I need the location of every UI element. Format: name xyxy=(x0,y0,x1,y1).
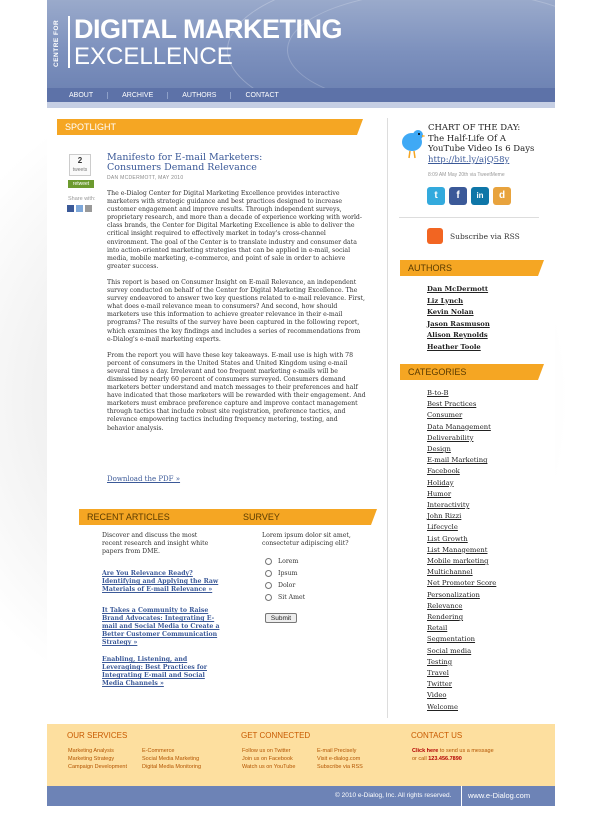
cotd-link[interactable]: http://bit.ly/ajQ58y xyxy=(428,154,510,165)
share-label: Share with: xyxy=(68,196,96,202)
survey-option[interactable] xyxy=(265,582,295,589)
survey-option[interactable] xyxy=(265,558,298,565)
survey-option[interactable] xyxy=(265,570,297,577)
nav-archive[interactable]: ARCHIVE xyxy=(107,92,167,99)
main-nav xyxy=(47,88,555,102)
article-body xyxy=(107,190,367,441)
category-link[interactable]: E-mail Marketing xyxy=(427,456,488,465)
column-divider xyxy=(387,118,388,718)
recent-articles-heading: RECENT ARTICLES xyxy=(79,509,237,525)
category-link[interactable]: Twitter xyxy=(427,680,453,689)
divider xyxy=(399,217,539,218)
survey-option[interactable] xyxy=(265,594,305,601)
nav-underbar xyxy=(47,102,555,108)
category-link[interactable]: Testing xyxy=(427,657,453,666)
category-link[interactable]: John Rizzi xyxy=(427,512,462,521)
article-paragraph: The e-Dialog Center for Digital Marketing Excellence provides interactive marketers with strategic guidance and best practices designed to increase customer engagement and improve results. Through independent surveys, proprietary research, and more than a decade of experience working with world-class brands, the Center for Digital Marketing Excellence is able to deliver the critical insight required to effectively market in today's cross-channel environment. The goal of the Center is to translate industry and consumer data into action-oriented marketing strategies that can be applied in e-mail, social media, mobile marketing, e-commerce, and point of sale in order to achieve greater success. xyxy=(107,190,362,270)
category-link[interactable]: Net Promoter Score xyxy=(427,579,497,588)
category-link[interactable]: Segmentation xyxy=(427,635,476,644)
radio-button[interactable] xyxy=(265,582,272,589)
category-link[interactable]: Deliverability xyxy=(427,433,474,442)
download-pdf-link[interactable]: Download the PDF » xyxy=(107,475,181,483)
contact-text-rest: to send us a message xyxy=(438,748,494,754)
category-link[interactable]: Welcome xyxy=(427,702,458,711)
contact-click-link[interactable]: Click here xyxy=(412,748,439,754)
category-link[interactable]: Mobile marketing xyxy=(427,557,489,565)
nav-authors[interactable]: AUTHORS xyxy=(167,92,230,99)
author-link[interactable]: Dan McDermott xyxy=(427,285,489,293)
copyright-bar xyxy=(47,786,555,806)
category-link[interactable]: Facebook xyxy=(427,467,460,476)
categories-heading: CATEGORIES xyxy=(400,364,538,380)
footer-link[interactable]: Marketing Analysis xyxy=(68,748,114,754)
radio-button[interactable] xyxy=(265,570,272,577)
nav-contact[interactable]: CONTACT xyxy=(230,92,292,99)
survey-option-label: Sit Amet xyxy=(278,594,306,601)
twitter-bird-icon xyxy=(399,126,425,160)
logo-title[interactable]: DIGITAL MARKETING xyxy=(74,14,342,44)
category-link[interactable]: Personalization xyxy=(427,590,480,599)
category-link[interactable]: Consumer xyxy=(427,411,463,420)
category-link[interactable]: B-to-B xyxy=(427,389,449,397)
survey-option-label: Lorem xyxy=(278,558,299,565)
footer-link[interactable]: Digital Media Monitoring xyxy=(142,764,201,770)
radio-button[interactable] xyxy=(265,558,272,565)
cotd-line: YouTube Video Is 6 Days xyxy=(428,144,535,154)
article-title[interactable]: Manifesto for E-mail Marketers: Consumers Demand Relevance xyxy=(107,152,263,173)
footer-link[interactable]: Join us on Facebook xyxy=(242,756,293,762)
article-paragraph: This report is based on Consumer Insight on E-mail Relevance, an independent survey conducted on behalf of the Center for Digital Marketing Excellence. The survey endeavored to answer two key questions related to e-mail relevance. First, what does e-mail relevance mean to consumers? And second, how should marketers use this information to achieve greater relevance in their e-mail programs? The results of the survey have been captured in the following report, which examines the key findings and includes a series of recommendations from e-Dialog's e-mail marketing experts. xyxy=(107,278,365,343)
footer-link[interactable]: E-Commerce xyxy=(142,748,175,754)
site-header xyxy=(47,0,555,88)
survey-submit-button[interactable]: Submit xyxy=(265,613,297,623)
category-link[interactable]: Holiday xyxy=(427,478,454,487)
tweet-label: tweets xyxy=(72,167,88,173)
linkedin-icon[interactable]: in xyxy=(471,187,489,205)
twitter-icon[interactable]: t xyxy=(427,187,445,205)
author-link[interactable]: Jason Rasmuson xyxy=(427,319,490,328)
author-link[interactable]: Heather Toole xyxy=(427,342,481,351)
contact-call: or call xyxy=(412,756,429,762)
recent-article-link[interactable]: Enabling, Listening, and Leveraging: Best Practices for Integrating E-mail and Social Media Channels » xyxy=(102,656,207,687)
page-container xyxy=(47,0,555,821)
authors-heading: AUTHORS xyxy=(400,260,538,276)
chart-of-the-day xyxy=(428,123,553,165)
cotd-line: The Half-Life Of A xyxy=(428,133,506,144)
footer-link[interactable]: Campaign Development xyxy=(68,764,128,770)
footer-link[interactable]: Visit e-dialog.com xyxy=(317,756,361,762)
contact-phone: 123.456.7890 xyxy=(428,756,462,762)
connected-heading: GET CONNECTED xyxy=(241,731,311,740)
services-col2 xyxy=(142,747,201,771)
recent-description: Discover and discuss the most recent research and insight white papers from DME. xyxy=(102,532,209,555)
author-link[interactable]: Liz Lynch xyxy=(427,296,464,305)
category-link[interactable]: Relevance xyxy=(427,601,463,610)
nav-about[interactable]: ABOUT xyxy=(69,91,94,99)
category-link[interactable]: Data Management xyxy=(427,422,491,431)
footer-link[interactable]: E-mail Precisely xyxy=(317,748,357,754)
logo-divider xyxy=(68,16,70,68)
facebook-share-icon[interactable] xyxy=(67,205,74,212)
footer-link[interactable]: Watch us on YouTube xyxy=(242,764,296,770)
footer-link[interactable]: Subscribe via RSS xyxy=(317,764,363,770)
category-link[interactable]: Social media xyxy=(427,646,472,655)
connected-col2 xyxy=(317,747,363,771)
contact-text xyxy=(412,747,494,763)
author-link[interactable]: Alison Reynolds xyxy=(427,331,488,339)
cotd-line: CHART OF THE DAY: xyxy=(428,123,521,133)
logo-subtitle[interactable]: EXCELLENCE xyxy=(74,43,233,70)
email-share-icon[interactable] xyxy=(85,205,92,212)
radio-button[interactable] xyxy=(265,594,272,601)
category-link[interactable]: Video xyxy=(427,691,447,700)
recent-article-link[interactable]: It Takes a Community to Raise Brand Advocates: Integrating E-mail and Social Media to Create a Better Customer Communication Strategy » xyxy=(102,607,220,646)
services-col1 xyxy=(68,747,127,771)
contact-heading: CONTACT US xyxy=(411,731,463,740)
share-icons xyxy=(67,205,92,212)
footer-link[interactable]: Follow us on Twitter xyxy=(242,748,291,754)
category-link[interactable]: Best Practices xyxy=(427,400,477,409)
category-link[interactable]: Design xyxy=(427,445,451,453)
site-url[interactable]: www.e-Dialog.com xyxy=(461,786,530,806)
tweet-count: 2 xyxy=(77,156,83,165)
facebook-icon[interactable]: f xyxy=(449,187,467,205)
spotlight-heading: SPOTLIGHT xyxy=(57,119,357,135)
connected-col1 xyxy=(242,747,295,771)
recent-article-link[interactable]: Are You Relevance Ready? Identifying and Applying the Raw Materials of E-mail Relevance » xyxy=(102,570,219,593)
category-link[interactable]: List Growth xyxy=(427,534,468,543)
author-link[interactable]: Kevin Nolan xyxy=(427,308,474,316)
tweet-counter[interactable] xyxy=(69,154,91,176)
footer-link[interactable]: Social Media Marketing xyxy=(142,756,200,762)
article-meta: DAN MCDERMOTT, MAY 2010 xyxy=(107,175,184,181)
services-heading: OUR SERVICES xyxy=(67,731,128,740)
category-link[interactable]: Travel xyxy=(427,669,449,677)
survey-option-label: Ipsum xyxy=(278,570,298,577)
logo-prefix: CENTRE FOR xyxy=(53,19,60,67)
category-link[interactable]: List Management xyxy=(427,545,488,554)
survey-question: Lorem ipsum dolor sit amet, consectetur adipiscing elit? xyxy=(262,532,351,547)
category-link[interactable]: Interactivity xyxy=(427,501,470,509)
survey-option-label: Dolor xyxy=(278,582,296,589)
retweet-button[interactable]: retweet xyxy=(68,180,94,188)
article-paragraph: From the report you will have these key takeaways. E-mail use is high with 78 percent of consumers in the United States and United Kingdom using e-mail several times a day. Irrelevant and too frequent marketing e-mails will be dismissed by nearly 60 percent of consumers surveyed. Consumers demand marketers better understand and match messages to their preferences and half have indicated that those marketers will be rewarded with their engagement. And marketers must embrace preference capture and improve contact management through tactics that include robust site registration, preference tactics, and relevance empowering tactics including frequency metering, testing, and behavior analysis. xyxy=(107,351,366,432)
copyright-text: © 2010 e-Dialog, Inc. All rights reserved. xyxy=(335,792,452,799)
footer-link[interactable]: Marketing Strategy xyxy=(68,756,115,762)
delicious-share-icon[interactable] xyxy=(76,205,83,212)
category-link[interactable]: Humor xyxy=(427,489,452,498)
rss-link[interactable]: Subscribe via RSS xyxy=(450,232,520,241)
delicious-icon[interactable]: d xyxy=(493,187,511,205)
rss-icon[interactable] xyxy=(427,228,443,244)
survey-heading: SURVEY xyxy=(235,509,371,525)
cotd-meta: 8:09 AM May 20th via TweetMeme xyxy=(428,172,505,178)
category-link[interactable]: Rendering xyxy=(427,613,464,621)
category-link[interactable]: Retail xyxy=(427,624,448,633)
category-link[interactable]: Multichannel xyxy=(427,568,473,577)
category-link[interactable]: Lifecycle xyxy=(427,523,458,532)
